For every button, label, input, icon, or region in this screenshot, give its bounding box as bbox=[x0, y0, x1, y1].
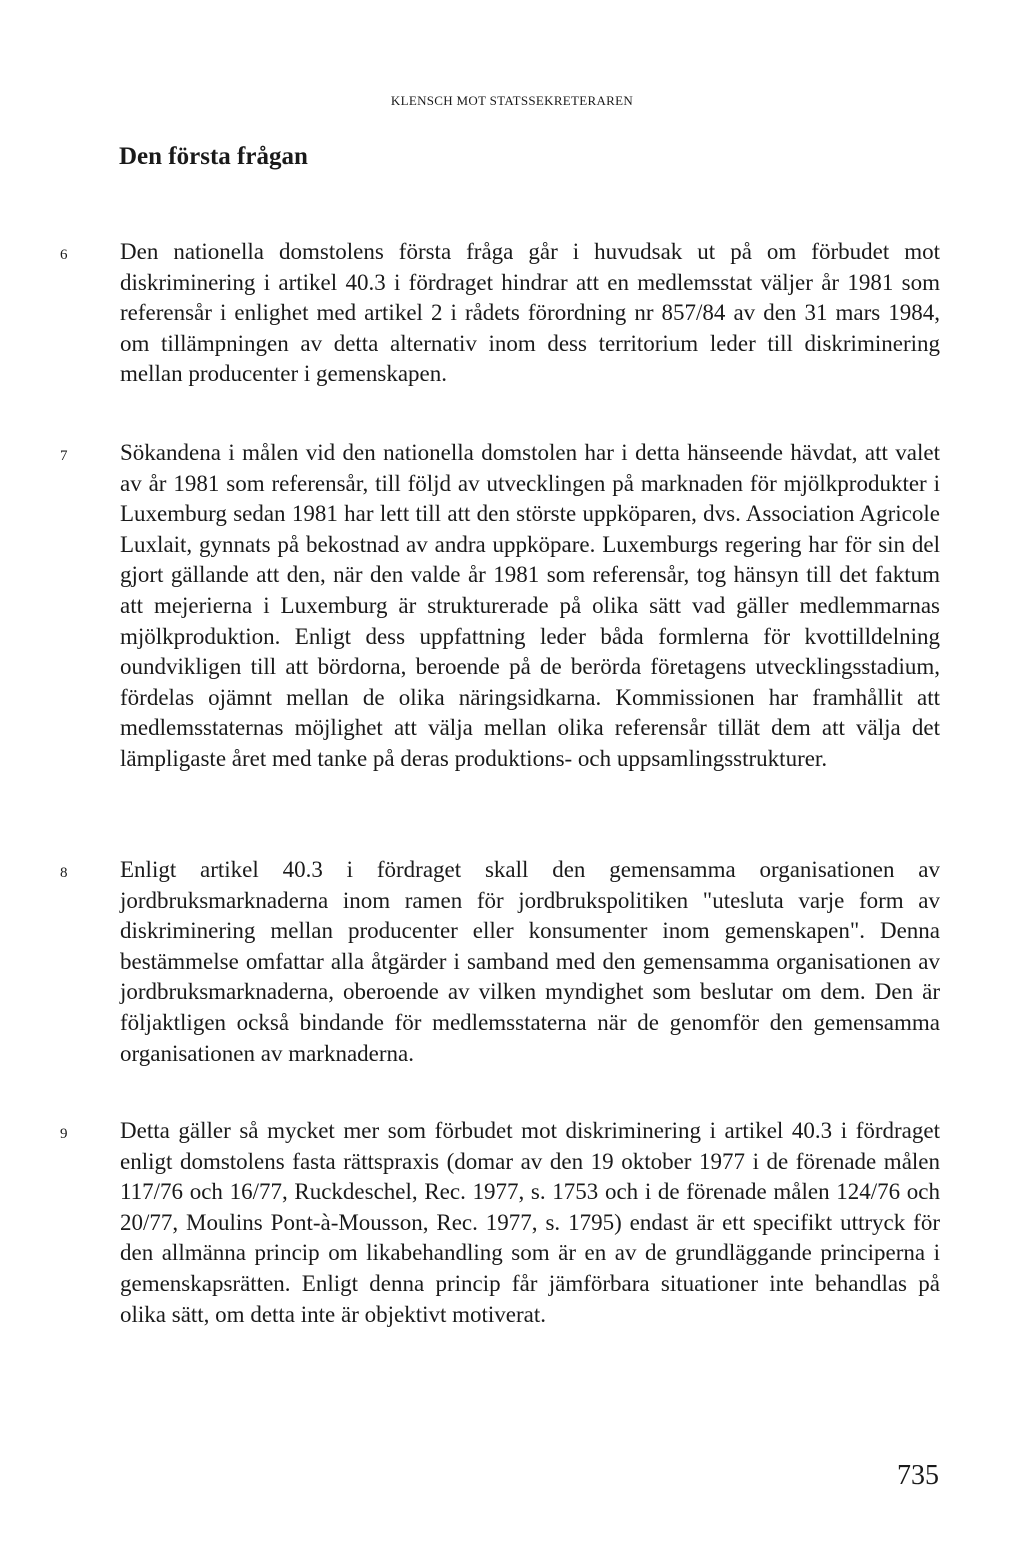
paragraph-text: Den nationella domstolens första fråga går i huvudsak ut på om förbudet mot diskriminering i artikel 40.3 i fördraget hindrar att en medlemsstat väljer år 1981 som referensår i enlighet med artikel 2 i rådets förordning nr 857/84 av den 31 mars 1984, om tillämpningen av detta alternativ inom dess territorium leder till diskriminering mellan producenter i gemenskapen. bbox=[120, 239, 940, 387]
running-header: KLENSCH MOT STATSSEKRETERAREN bbox=[390, 93, 634, 108]
paragraph-text: Enligt artikel 40.3 i fördraget skall den gemensamma organisationen av jordbruksmarknaderna inom ramen för jordbrukspolitiken "utesluta varje form av diskriminering mellan producenter eller konsumenter inom gemenskapen". Denna bestämmelse omfattar alla åtgärder i samband med den gemensamma organisationen av jordbruksmarknaderna, oberoende av vilken myndighet som beslutar om dem. Den är följaktligen också bindande för medlemsstaterna när de genomför den gemensamma organisationen av marknaderna. bbox=[120, 857, 940, 1066]
section-title: Den första frågan bbox=[119, 143, 308, 170]
paragraph-number: 8 bbox=[60, 865, 68, 881]
paragraph-number: 6 bbox=[60, 247, 68, 263]
page-number: 735 bbox=[897, 1460, 939, 1491]
paragraph-number: 9 bbox=[60, 1126, 68, 1142]
paragraph-text: Sökandena i målen vid den nationella domstolen har i detta hänseende hävdat, att valet av år 1981 som referensår, till följd av utvecklingen på marknaden för mjölkprodukter i Luxemburg sedan 1981 har lett till att den störste uppköparen, dvs. Association Agricole Luxlait, gynnats på bekostnad av andra uppköpare. Luxemburgs regering har för sin del gjort gällande att den, när den valde år 1981 som referensår, tog hänsyn till det faktum att mejerierna i Luxemburg är strukturerade på olika sätt vad gäller medlemmarnas mjölkproduktion. Enligt dess uppfattning leder båda formlerna för kvottilldelning oundvikligen till att bördorna, beroende på de berörda företagens utvecklingsstadium, fördelas ojämnt mellan de olika näringsidkarna. Kommissionen har framhållit att medlemsstaternas möjlighet att välja mellan olika referensår tillät dem att välja det lämpligaste året med tanke på deras produktions- och uppsamlingsstrukturer. bbox=[120, 440, 940, 771]
paragraph-text: Detta gäller så mycket mer som förbudet mot diskriminering i artikel 40.3 i fördraget enligt domstolens fasta rättspraxis (domar av den 19 oktober 1977 i de förenade målen 117/76 och 16/77, Ruckdeschel, Rec. 1977, s. 1753 och i de förenade målen 124/76 och 20/77, Moulins Pont-à-Mousson, Rec. 1977, s. 1795) endast är ett specifikt uttryck för den allmänna princip om likabehandling som är en av de grundläggande principerna i gemenskapsrätten. Enligt denna princip får jämförbara situationer inte behandlas på olika sätt, om detta inte är objektivt motiverat. bbox=[120, 1118, 940, 1327]
paragraph-number: 7 bbox=[60, 448, 68, 464]
